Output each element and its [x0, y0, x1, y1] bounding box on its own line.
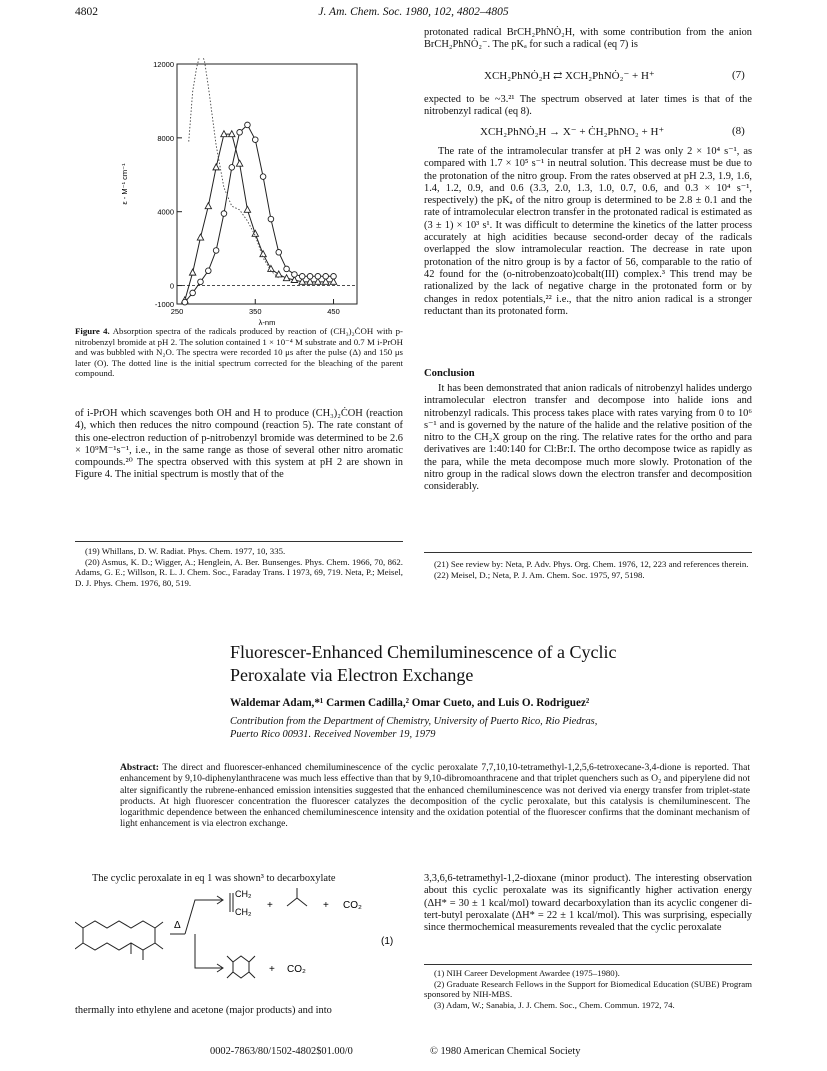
circle-point [284, 266, 290, 272]
triangle-point [213, 164, 219, 170]
journal-header: J. Am. Chem. Soc. 1980, 102, 4802–4805 [318, 6, 509, 18]
figure-label: Figure 4. [75, 326, 110, 336]
plus-1: + [267, 900, 273, 911]
reaction-arrow-branches [185, 900, 223, 968]
abstract-text: The direct and fluorescer-enhanced chemiluminescence of the cyclic peroxalate 7,7,10,10-tetramethyl-1,2,5,6-tetroxecane-3,4-dione is reported. That enhancement by 9,10-diphenylanthracene was much less effective than that by 9,10-dibromoanthracene and that triplet quenchers such as O₂ and piperylene did not alter significantly the rubrene-enhanced emission intensities suggested that the enhanced chemiluminescence was not derived via energy transfer from triplet-state products. At high fluorescer concentration the fluorescer catalyzes the decomposition of the cyclic peroxalate, but this catalysis is chemiluminescent. The logarithmic dependence between the enhanced chemiluminescence intensity and the oxidation potential of the fluorescer confirms that the dominant mechanism of light enhancement is via electron exchange. [120, 762, 751, 830]
conclusion-paragraph: It has been demonstrated that anion radicals of nitrobenzyl halides undergo intramolecular electron transfer and decompose into halide ions and nitrobenzyl radicals. This process takes place with rates varying from 0 to 10⁶ s⁻¹ and is governed by the nature of the halide and the relative position of the nitro to the CH₂X group on the ring. The relative rates for the ortho and para derivatives are 1:40:140 for Cl:Br:I. The ortho decompose twice as rapidly as the para, while the meta decompose much more slowly. Protonation of the nitro group in the radical slows down the electron transfer and decomposition considerably. [424, 383, 752, 493]
figure-4-chart [72, 58, 372, 330]
delta-symbol: Δ [174, 920, 181, 931]
equation-7: XCH₂PhNȮ₂H ⇄ XCH₂PhNȮ₂⁻ + H⁺ [484, 70, 655, 82]
circle-point [268, 216, 274, 222]
x-tick-label: 450 [327, 307, 340, 316]
circle-point [292, 272, 298, 278]
footnote-rule-right [424, 552, 752, 553]
footnotes-right [424, 559, 752, 580]
right-paragraph-2: expected to be ~3.²¹ The spectrum observed at later times is that of the nitrobenzyl radical (eq 8). [424, 94, 752, 118]
circle-point [307, 274, 313, 280]
circle-point [315, 274, 321, 280]
footer-code: 0002-7863/80/1502-4802$01.00/0 [210, 1046, 353, 1057]
equation-8: XCH₂PhNȮ₂H → X⁻ + ĊH₂PhNO₂ + H⁺ [480, 126, 665, 138]
dioxane-ring [233, 956, 249, 978]
circle-point [245, 122, 251, 128]
right-paragraph-3: The rate of the intramolecular transfer at pH 2 was only 2 × 10⁴ s⁻¹, as compared with 1.7 × 10⁵ s⁻¹ in neutral solution. This decrease must be due to the protonation of the nitro group. From the rates observed at pH 2.3, 1.9, 1.6, 1.4, 1.2, 0.9, and 0.6 (3.3, 2.0, 1.3, 1.0, 0.7, 0.6, and 0.3 × 10⁴ s⁻¹, respectively) the pKₐ of the nitro group is determined to be 2.8 ± 0.1 and the rate of intramolecular electron transfer in the protonated radical is estimated as (3 ± 1) × 10³ s¹. It was difficult to determine the kinetics of the latter process accurately at high acidities because second-order decay of the radicals overlapped the slow intramolecular reaction. The decrease in rate upon protonation of the nitro group is by a factor of 56, comparable to the ratio of 42 found for the (o-nitrobenzoato)cobalt(III) complex.³ This trend may be rationalized by the lack of negative charge in the protonated form or by changes in redox potentials,²² i.e., that the nitro anion radical is a stronger reductant than its protonated form. [424, 146, 752, 317]
right-paragraph-1: protonated radical BrCH₂PhNȮ₂H, with some contribution from the anion BrCH₂PhNȮ₂⁻. The pKₐ for such a radical (eq 7) is [424, 27, 752, 51]
triangle-point [205, 203, 211, 209]
conclusion-heading: Conclusion [424, 368, 475, 379]
footnote-1: (1) NIH Career Development Awardee (1975–1980). [434, 968, 620, 978]
circle-point [213, 248, 219, 254]
body-left-bottom: thermally into ethylene and acetone (major products) and into [75, 1005, 332, 1016]
arrow-heads [217, 896, 223, 972]
plus-3: + [269, 964, 275, 975]
peroxalate-ring [83, 921, 155, 950]
circle-point [221, 211, 227, 217]
article-title-line-2: Peroxalate via Electron Exchange [230, 665, 474, 685]
triangle-point [197, 234, 203, 240]
circle-point [299, 274, 305, 280]
triangle-point [229, 131, 235, 137]
ch2-top: CH₂ [235, 889, 252, 899]
ethylene-double-bond [230, 893, 233, 912]
dioxane-methyls [227, 956, 255, 978]
footnotes-left [75, 546, 403, 588]
circle-point [182, 299, 188, 305]
circle-point [260, 174, 266, 180]
triangle-point [244, 206, 250, 212]
plot-frame [177, 64, 357, 304]
figure-caption [75, 326, 403, 379]
circle-point [237, 130, 243, 136]
footnote-2: (2) Graduate Research Fellows in the Support for Biomedical Education (SUBE) Program sponsored by NIH-MBS. [424, 978, 752, 1000]
circle-point [252, 137, 258, 143]
y-tick-label: -1000 [154, 300, 174, 309]
circle-point [206, 268, 212, 274]
figure-caption-text: Absorption spectra of the radicals produced by reaction of (CH₃)₂ĊOH with p-nitrobenzyl bromide at pH 2. The solution contained 1 × 10⁻⁴ M substrate and 0.7 M i-PrOH and was bubbled with N₂O. The spectra were recorded 10 μs after the pulse (Δ) and 150 μs later (O). The dotted line is the initial spectrum corrected for the bleaching of the parent compound. [75, 326, 403, 379]
footnote-21: (21) See review by: Neta, P. Adv. Phys. Org. Chem. 1976, 12, 223 and references therein. [434, 559, 749, 569]
footnote-3: (3) Adam, W.; Sanabia, J. J. Chem. Soc., Chem. Commun. 1972, 74. [434, 999, 675, 1010]
equation-8-number: (8) [732, 125, 745, 137]
x-tick-label: 350 [249, 307, 262, 316]
affiliation-line-2: Puerto Rico 00931. Received November 19, 1979 [230, 729, 436, 740]
circle-point [331, 274, 337, 280]
ch2-bottom: CH₂ [235, 907, 252, 917]
body-right: 3,3,6,6-tetramethyl-1,2-dioxane (minor product). The interesting observation about this cyclic peroxalate was its significantly higher activation energy (ΔH* = 30 ± 1 kcal/mol) toward decarboxylation than its acyclic congener di-tert-butyl peroxalate (ΔH* = 22 ± 1 kcal/mol). This was surprising, especially since thermochemical measurements revealed that the cyclic peroxalate [424, 873, 752, 934]
article-title-line-1: Fluorescer-Enhanced Chemiluminescence of a Cyclic [230, 642, 617, 662]
page-number: 4802 [75, 6, 98, 18]
triangle-point [221, 131, 227, 137]
footer-copyright: © 1980 American Chemical Society [430, 1046, 581, 1057]
y-tick-label: 0 [169, 281, 174, 291]
triangle-point [276, 271, 282, 277]
x-axis-label: λ-nm [258, 318, 276, 327]
triangle-point [260, 251, 266, 257]
footnote-rule-left [75, 541, 403, 542]
footnote-20: (20) Asmus, K. D.; Wigger, A.; Henglein, A. Ber. Bunsenges. Phys. Chem. 1966, 70, 862. Adams, G. E.; Willson, R. L. J. Chem. Soc., Faraday Trans. I 1973, 69, 719. Neta, P.; Meisel, D. J. Phys. Chem. 1976, 80, 519. [75, 556, 403, 588]
y-tick-label: 12000 [153, 60, 174, 69]
co2-b: CO₂ [287, 964, 306, 975]
circle-point [198, 279, 204, 285]
acetone-structure [287, 888, 307, 906]
y-tick-label: 8000 [157, 133, 174, 143]
equation-7-number: (7) [732, 69, 745, 81]
article-authors: Waldemar Adam,*¹ Carmen Cadilla,² Omar Cueto, and Luis O. Rodriguez² [230, 697, 590, 709]
x-tick-label: 250 [170, 307, 184, 316]
plus-2: + [323, 900, 329, 911]
co2-a: CO₂ [343, 900, 362, 911]
abstract-label: Abstract: [120, 762, 159, 773]
triangle-point [283, 275, 289, 281]
footnote-rule-bottom [424, 964, 752, 965]
circle-point [276, 250, 282, 256]
y-axis-label: ε - M⁻¹ cm⁻¹ [120, 163, 129, 205]
equation-1-number: (1) [381, 936, 394, 947]
footnote-22: (22) Meisel, D.; Neta, P. J. Am. Chem. Soc. 1975, 97, 5198. [434, 569, 645, 580]
abstract [120, 762, 750, 830]
circle-point [190, 290, 196, 296]
triangle-point [189, 269, 195, 275]
footnote-19: (19) Whillans, D. W. Radiat. Phys. Chem. 1977, 10, 335. [85, 546, 286, 556]
footnotes-bottom [424, 968, 752, 1010]
reaction-scheme [75, 888, 405, 1000]
body-left-top: The cyclic peroxalate in eq 1 was shown³ to decarboxylate [92, 873, 336, 884]
methyl-bonds [75, 922, 163, 949]
circle-point [229, 165, 235, 171]
carbonyl-bonds [131, 943, 143, 960]
triangle-point [236, 160, 242, 166]
affiliation-line-1: Contribution from the Department of Chemistry, University of Puerto Rico, Rio Piedras, [230, 716, 598, 727]
circle-point [323, 274, 329, 280]
y-tick-label: 4000 [157, 207, 174, 217]
left-paragraph: of i-PrOH which scavenges both OH and H to produce (CH₃)₂ĊOH (reaction 4), which then reduces the nitro compound (reaction 5). The rate constant of this one-electron reduction of p-nitrobenzyl bromide was determined to be 2.6 × 10⁹M⁻¹s⁻¹, i.e., in the same range as those of several other nitro aromatic compounds.²⁰ The spectra observed with this system at pH 2 are shown in Figure 4. The initial spectrum is mostly that of the [75, 408, 403, 481]
